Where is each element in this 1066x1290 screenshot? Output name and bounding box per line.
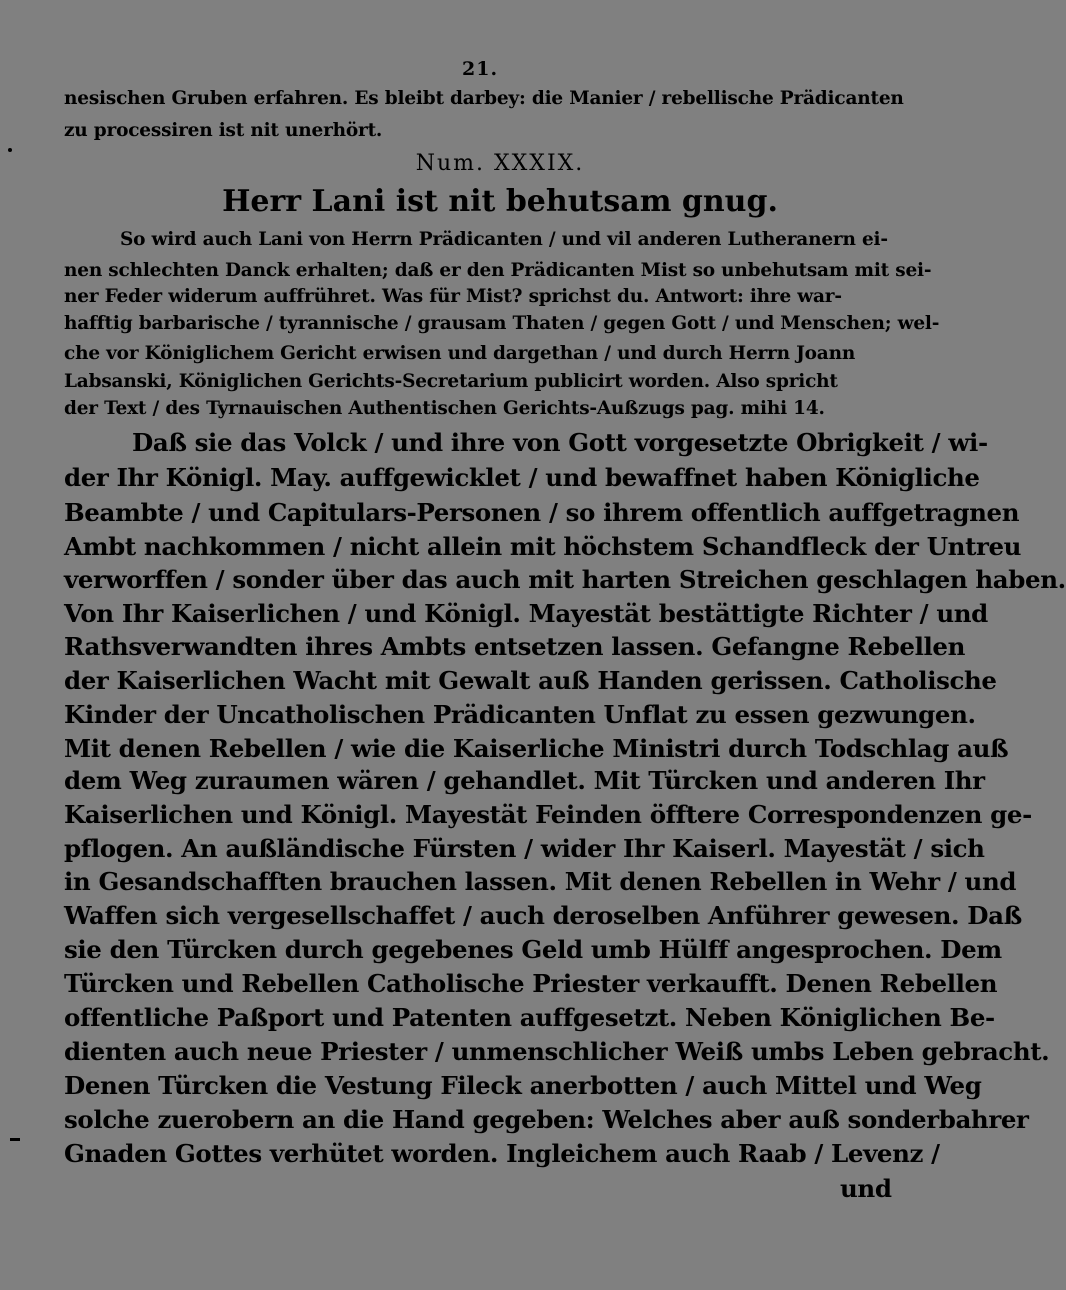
- text-line: Rathsverwandten ihres Ambts entsetzen lassen. Gefangne Rebellen: [64, 632, 966, 661]
- section-number: Num. XXXIX.: [415, 151, 585, 176]
- text-line: dienten auch neue Priester / unmenschlicher Weiß umbs Leben gebracht.: [64, 1037, 1050, 1066]
- text-line: Gnaden Gottes verhütet worden. Ingleichem auch Raab / Levenz /: [64, 1139, 940, 1168]
- text-line: nesischen Gruben erfahren. Es bleibt darbey: die Manier / rebellische Prädicanten: [64, 88, 904, 109]
- text-line: So wird auch Lani von Herrn Prädicanten / und vil anderen Lutheranern ei-: [120, 229, 888, 250]
- text-line: der Ihr Königl. May. auffgewicklet / und bewaffnet haben Königliche: [64, 463, 980, 492]
- text-line: Waffen sich vergesellschaffet / auch deroselben Anführer gewesen. Daß: [64, 901, 1022, 930]
- text-line: Daß sie das Volck / und ihre von Gott vorgesetzte Obrigkeit / wi-: [132, 428, 988, 457]
- catchword: und: [840, 1174, 892, 1203]
- text-line: nen schlechten Danck erhalten; daß er den Prädicanten Mist so unbehutsam mit sei-: [64, 260, 932, 281]
- text-line: dem Weg zuraumen wären / gehandlet. Mit Türcken und anderen Ihr: [64, 766, 985, 795]
- text-line: Kaiserlichen und Königl. Mayestät Feinden öfftere Correspondenzen ge-: [64, 800, 1032, 829]
- text-line: zu processiren ist nit unerhört.: [64, 120, 383, 141]
- text-line: Ambt nachkommen / nicht allein mit höchstem Schandfleck der Untreu: [64, 532, 1022, 561]
- text-line: sie den Türcken durch gegebenes Geld umb Hülff angesprochen. Dem: [64, 935, 1002, 964]
- text-line: Kinder der Uncatholischen Prädicanten Unflat zu essen gezwungen.: [64, 700, 976, 729]
- page-number: 21.: [462, 58, 499, 80]
- ink-speck: [10, 1138, 20, 1141]
- text-line: der Kaiserlichen Wacht mit Gewalt auß Handen gerissen. Catholische: [64, 666, 997, 695]
- text-line: in Gesandschafften brauchen lassen. Mit denen Rebellen in Wehr / und: [64, 867, 1017, 896]
- text-line: offentliche Paßport und Patenten auffgesetzt. Neben Königlichen Be-: [64, 1003, 995, 1032]
- text-line: Mit denen Rebellen / wie die Kaiserliche Ministri durch Todschlag auß: [64, 734, 1009, 763]
- text-line: der Text / des Tyrnauischen Authentischen Gerichts-Außzugs pag. mihi 14.: [64, 398, 825, 419]
- text-line: solche zuerobern an die Hand gegeben: Welches aber auß sonderbahrer: [64, 1105, 1029, 1134]
- ink-speck: [8, 148, 12, 152]
- text-line: Beambte / und Capitulars-Personen / so ihrem offentlich auffgetragnen: [64, 498, 1020, 527]
- text-line: Denen Türcken die Vestung Fileck anerbotten / auch Mittel und Weg: [64, 1071, 982, 1100]
- text-line: hafftig barbarische / tyrannische / grausam Thaten / gegen Gott / und Menschen; wel-: [64, 313, 940, 334]
- text-line: pflogen. An außländische Fürsten / wider Ihr Kaiserl. Mayestät / sich: [64, 834, 985, 863]
- text-line: Von Ihr Kaiserlichen / und Königl. Mayestät bestättigte Richter / und: [64, 599, 988, 628]
- text-line: ner Feder widerum auffrühret. Was für Mist? sprichst du. Antwort: ihre war-: [64, 286, 842, 307]
- text-line: verworffen / sonder über das auch mit harten Streichen geschlagen haben.: [64, 565, 1066, 594]
- text-line: Labsanski, Königlichen Gerichts-Secretarium publicirt worden. Also spricht: [64, 371, 838, 392]
- text-line: che vor Königlichem Gericht erwisen und dargethan / und durch Herrn Joann: [64, 343, 856, 364]
- section-title: Herr Lani ist nit behutsam gnug.: [222, 184, 778, 219]
- text-line: Türcken und Rebellen Catholische Priester verkaufft. Denen Rebellen: [64, 969, 998, 998]
